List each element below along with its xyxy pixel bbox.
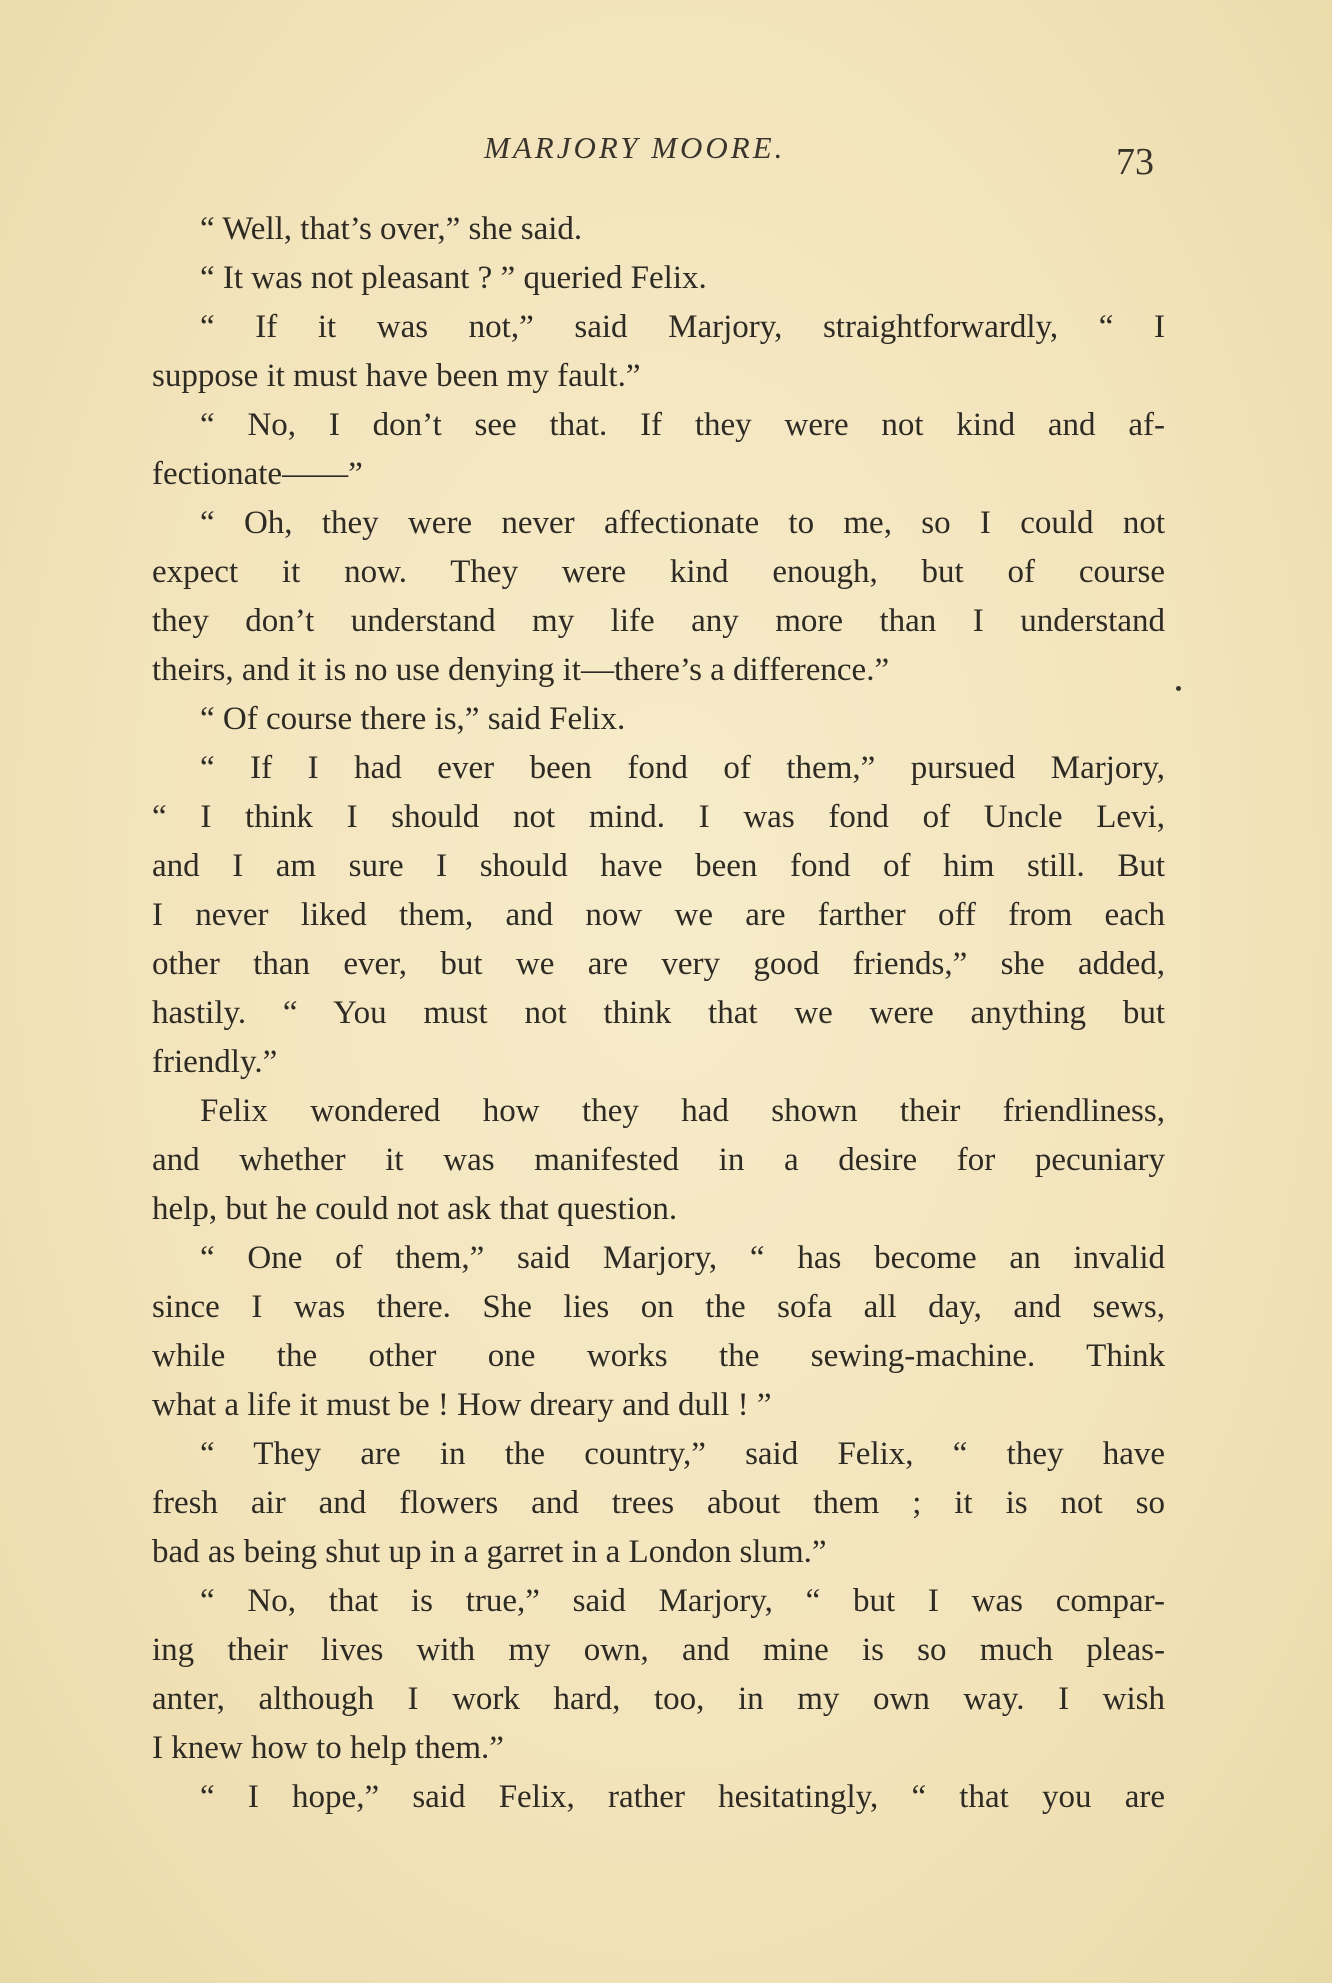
text-line: “ It was not pleasant ? ” queried Felix. (200, 260, 707, 296)
text-line: “ I hope,” said Felix, rather hesitatingly, “ that you are (200, 1779, 1165, 1815)
running-title: MARJORY MOORE. (484, 130, 786, 165)
text-line: other than ever, but we are very good friends,” she added, (152, 946, 1165, 982)
text-line: and I am sure I should have been fond of him still. But (152, 848, 1165, 884)
text-line: “ No, that is true,” said Marjory, “ but I was compar- (200, 1583, 1165, 1619)
text-line: theirs, and it is no use denying it—there’s a difference.” (152, 652, 890, 688)
text-line: hastily. “ You must not think that we were anything but (152, 995, 1165, 1031)
text-line: while the other one works the sewing-machine. Think (152, 1338, 1165, 1374)
text-line: help, but he could not ask that question. (152, 1191, 678, 1227)
text-line: ing their lives with my own, and mine is so much pleas- (152, 1632, 1165, 1668)
text-line: “ Well, that’s over,” she said. (200, 211, 583, 247)
text-line: “ I think I should not mind. I was fond of Uncle Levi, (152, 799, 1165, 835)
text-line: what a life it must be ! How dreary and dull ! ” (152, 1387, 772, 1423)
text-line: I knew how to help them.” (152, 1730, 504, 1766)
page-number: 73 (1116, 141, 1154, 183)
text-line: expect it now. They were kind enough, but of course (152, 554, 1165, 590)
text-line: “ Of course there is,” said Felix. (200, 701, 626, 737)
text-line: I never liked them, and now we are farther off from each (152, 897, 1165, 933)
text-line: “ No, I don’t see that. If they were not kind and af- (200, 407, 1165, 443)
text-line: suppose it must have been my fault.” (152, 358, 641, 394)
text-line: bad as being shut up in a garret in a London slum.” (152, 1534, 827, 1570)
text-line: friendly.” (152, 1044, 278, 1080)
text-line: they don’t understand my life any more than I understand (152, 603, 1165, 639)
text-line: “ If I had ever been fond of them,” pursued Marjory, (200, 750, 1165, 786)
text-line: fectionate——” (152, 456, 363, 492)
page-body (152, 205, 1165, 1822)
text-line: “ One of them,” said Marjory, “ has become an invalid (200, 1240, 1165, 1276)
text-line: “ Oh, they were never affectionate to me, so I could not (200, 505, 1165, 541)
text-line: since I was there. She lies on the sofa all day, and sews, (152, 1289, 1165, 1325)
ink-speck (1176, 686, 1181, 691)
text-line: fresh air and flowers and trees about them ; it is not so (152, 1485, 1165, 1521)
text-line: and whether it was manifested in a desire for pecuniary (152, 1142, 1165, 1178)
text-line: Felix wondered how they had shown their friendliness, (200, 1093, 1165, 1129)
text-line: anter, although I work hard, too, in my own way. I wish (152, 1681, 1165, 1717)
text-line: “ They are in the country,” said Felix, “ they have (200, 1436, 1165, 1472)
text-line: “ If it was not,” said Marjory, straightforwardly, “ I (200, 309, 1165, 345)
